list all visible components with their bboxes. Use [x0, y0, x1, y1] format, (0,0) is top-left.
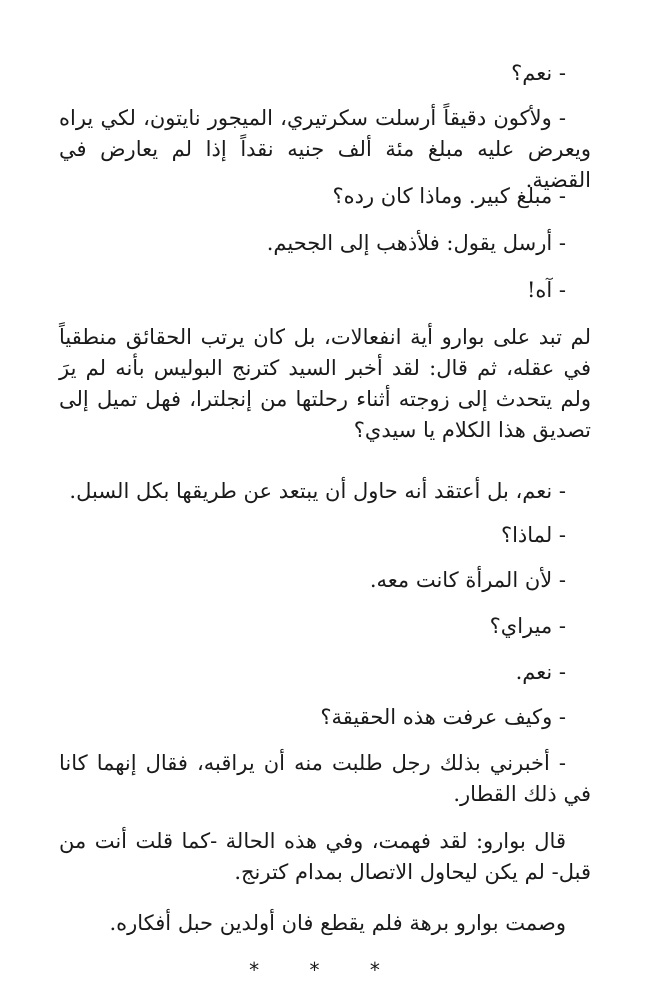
- dialogue-line: - ميراي؟: [489, 614, 566, 638]
- section-separator: * * *: [249, 958, 402, 982]
- dialogue-line: - آه!: [526, 278, 566, 302]
- dialogue-line: - ولأكون دقيقاً أرسلت سكرتيري، الميجور نايتون، لكي يراه ويعرض عليه مبلغ مئة ألف جنيه نقداً إذا لم يعارض في القضية.: [59, 106, 591, 192]
- dialogue-line: - أخبرني بذلك رجل طلبت منه أن يراقبه، فقال إنهما كانا في ذلك القطار.: [59, 751, 591, 806]
- dialogue-line: - لماذا؟: [500, 523, 566, 547]
- dialogue-line: - نعم؟: [511, 61, 566, 85]
- narrative-paragraph: وصمت بوارو برهة فلم يقطع فان أولدين حبل أفكاره.: [109, 911, 566, 935]
- dialogue-line: - مبلغ كبير. وماذا كان رده؟: [332, 184, 566, 208]
- narrative-paragraph: لم تبد على بوارو أية انفعالات، بل كان يرتب الحقائق منطقياً في عقله، ثم قال: لقد أخبر السيد كترنج البوليس بأنه لم يرَ ولم يتحدث إلى زوجته أثناء رحلتها من إنجلترا، فهل تميل إلى تصديق هذا الكلام يا سيدي؟: [59, 325, 591, 442]
- dialogue-line: - وكيف عرفت هذه الحقيقة؟: [320, 705, 566, 729]
- dialogue-line: - لأن المرأة كانت معه.: [369, 568, 566, 592]
- narrative-paragraph: قال بوارو: لقد فهمت، وفي هذه الحالة -كما قلت أنت من قبل- لم يكن ليحاول الاتصال بمدام كترنج.: [59, 829, 591, 884]
- dialogue-line: - أرسل يقول: فلأذهب إلى الجحيم.: [266, 231, 566, 255]
- dialogue-line: - نعم.: [515, 660, 566, 684]
- dialogue-line: - نعم، بل أعتقد أنه حاول أن يبتعد عن طريقها بكل السبل.: [69, 479, 566, 503]
